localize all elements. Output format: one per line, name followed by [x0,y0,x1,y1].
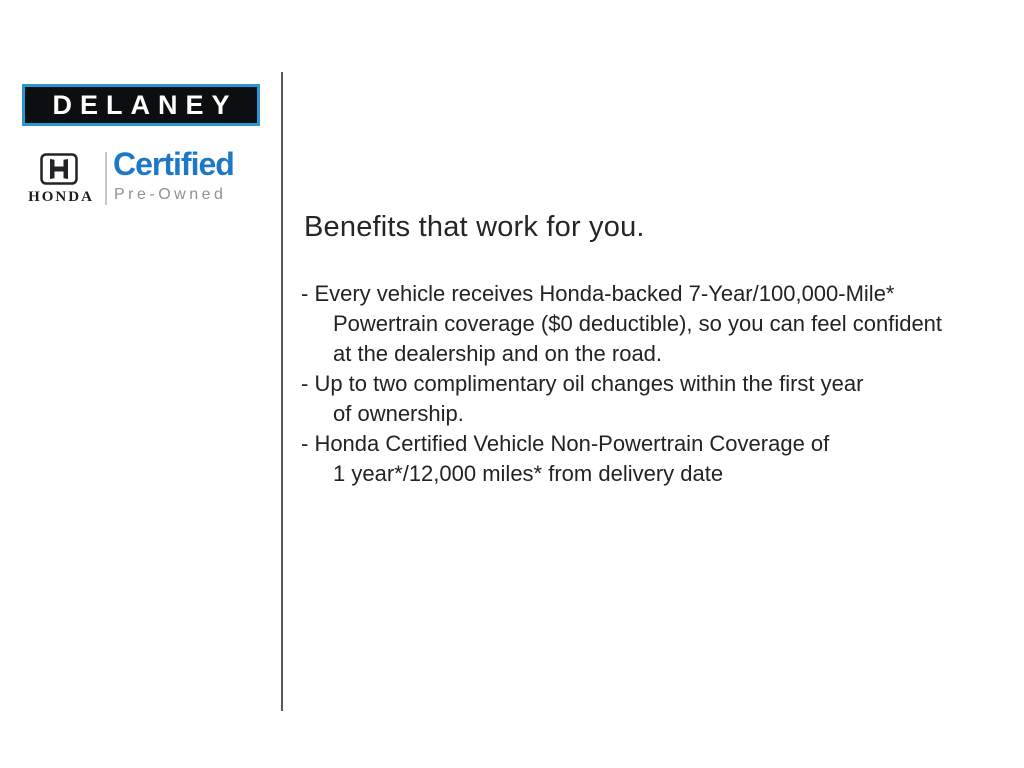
certified-label: Certified [113,146,234,182]
bullet-line: at the dealership and on the road. [333,341,663,366]
honda-h-icon [40,152,78,186]
bullet-line: Powertrain coverage ($0 deductible), so you can feel confident [333,311,943,336]
bullet-line: 1 year*/12,000 miles* from delivery date [333,461,724,486]
bullet-line: - Every vehicle receives Honda-backed 7-Year/100,000-Mile* [301,281,895,306]
delaney-logo-text: DELANEY [52,89,238,120]
bullet-line: of ownership. [333,401,464,426]
delaney-dealer-logo [22,84,260,126]
bullet-line: - Up to two complimentary oil changes within the first year [301,371,864,396]
bullet-line: - Honda Certified Vehicle Non-Powertrain Coverage of [301,431,830,456]
page-title: Benefits that work for you. [304,211,645,243]
bullet-list [301,279,1021,489]
honda-certified-preowned-logo [24,148,260,208]
preowned-label: Pre-Owned [114,186,227,203]
honda-wordmark: HONDA [28,189,94,205]
cpo-divider-line [105,152,107,205]
divider-line [281,72,283,711]
